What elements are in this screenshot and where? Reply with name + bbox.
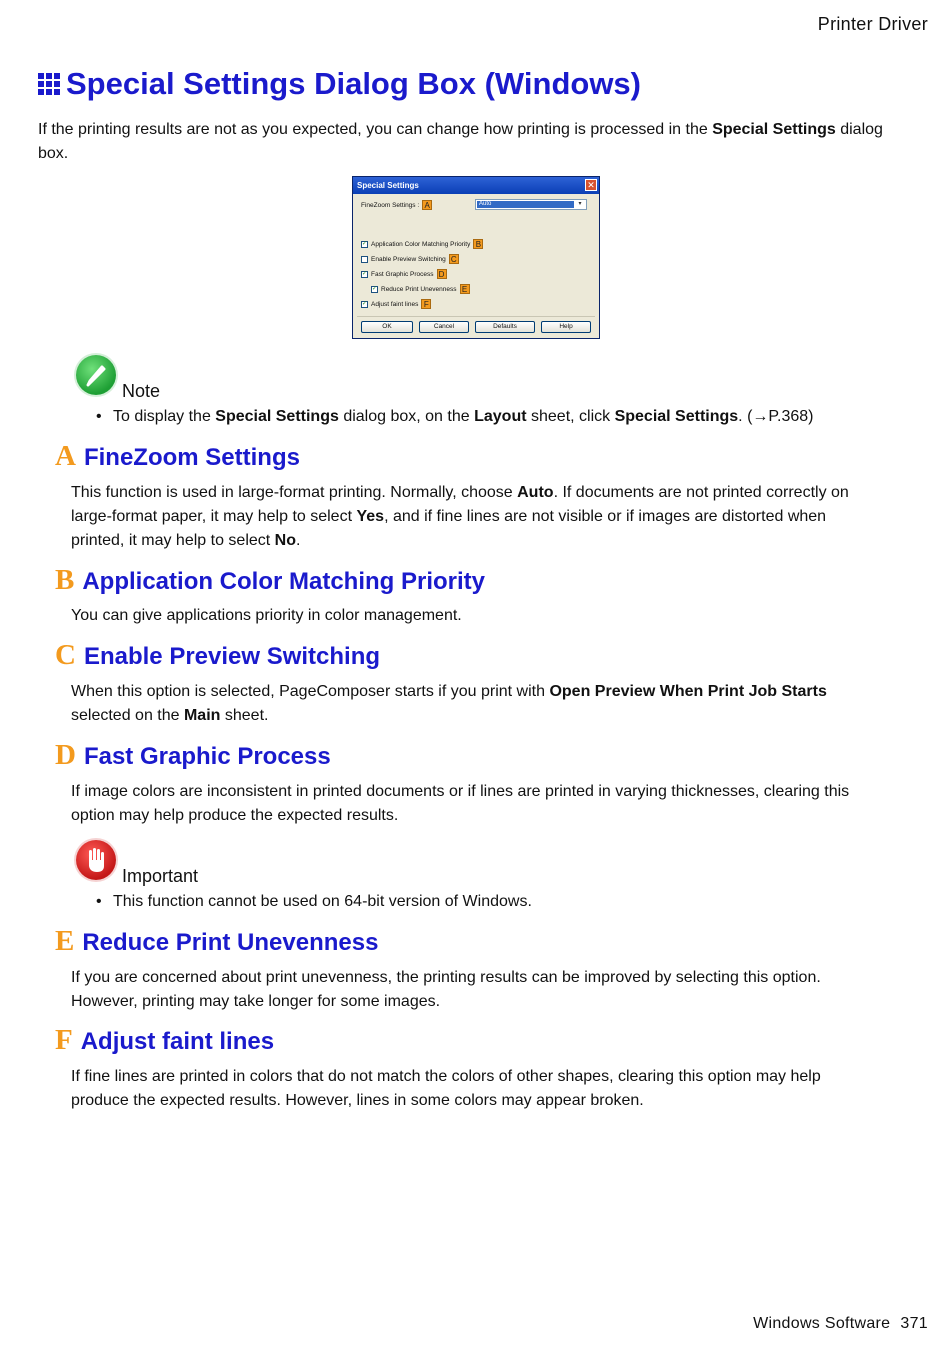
option-label: Adjust faint lines: [371, 300, 419, 308]
body-bold: Open Preview When Print Job Starts: [549, 683, 827, 700]
option-color-matching[interactable]: [361, 239, 483, 249]
note-bold: Layout: [474, 408, 527, 425]
important-text: This function cannot be used on 64-bit version of Windows.: [113, 893, 532, 910]
option-label: Enable Preview Switching: [371, 255, 446, 263]
body-text: When this option is selected, PageComposer starts if you print with: [71, 683, 550, 700]
note-label: Note: [122, 381, 161, 401]
option-preview-switching[interactable]: [361, 254, 459, 264]
body-bold: No: [274, 532, 296, 549]
body-text: selected on the: [71, 707, 184, 724]
intro-paragraph: [38, 118, 908, 166]
section-body-c: [71, 680, 881, 728]
body-bold: Main: [183, 707, 221, 724]
body-text: This function is used in large-format printing. Normally, choose: [71, 484, 518, 501]
close-icon[interactable]: ✕: [585, 179, 597, 191]
tag-b: B: [473, 239, 483, 249]
note-text: sheet, click: [526, 408, 615, 425]
section-title: Enable Preview Switching: [83, 643, 381, 670]
checkbox[interactable]: [361, 256, 368, 263]
section-body-a: [71, 481, 881, 553]
bullet-dot: •: [96, 893, 102, 910]
checkbox[interactable]: ✓: [362, 300, 368, 307]
section-heading-b: [55, 564, 485, 597]
body-text: , and if fine lines are not visible or if images are distorted when printed, it may help to select: [71, 508, 827, 549]
running-header: Printer Driver: [817, 14, 928, 34]
finezoom-row: [361, 200, 432, 210]
section-heading-d: [55, 739, 331, 772]
section-letter: C: [55, 639, 76, 671]
page-footer: [753, 1315, 928, 1333]
chevron-down-icon: ▾: [578, 201, 582, 207]
bullet-dot: •: [96, 408, 102, 425]
section-letter: A: [55, 440, 76, 472]
section-title: Adjust faint lines: [80, 1028, 275, 1055]
ok-button[interactable]: OK: [361, 321, 413, 333]
tag-d: D: [437, 269, 447, 279]
footer-section: Windows Software: [753, 1315, 891, 1332]
note-bullet: [96, 405, 896, 429]
section-grid-icon: [38, 73, 60, 95]
page-title-text: Special Settings Dialog Box (Windows): [66, 66, 641, 101]
intro-text: If the printing results are not as you expected, you can change how printing is processed in the: [38, 121, 713, 138]
finezoom-select[interactable]: [475, 199, 587, 210]
hand-stop-icon: [76, 840, 116, 880]
checkbox[interactable]: ✓: [372, 285, 378, 292]
page-number: 371: [900, 1315, 928, 1332]
body-text: . If documents are not printed correctly on large-format paper, it may help to select: [71, 484, 849, 525]
section-title: FineZoom Settings: [83, 444, 300, 471]
checkbox[interactable]: ✓: [362, 240, 368, 247]
section-heading-c: [55, 639, 380, 672]
section-body-f: If fine lines are printed in colors that do not match the colors of other shapes, clearing this option may help produce the expected results. However, lines in some colors may appear broken.: [71, 1068, 821, 1109]
page-title: [38, 66, 641, 102]
option-fast-graphic[interactable]: [361, 269, 447, 279]
pencil-icon: [76, 355, 116, 395]
section-heading-a: [55, 440, 300, 473]
section-letter: D: [55, 739, 76, 771]
note-bold: Special Settings: [614, 408, 739, 425]
section-heading-e: [55, 925, 378, 958]
body-text: sheet.: [220, 707, 269, 724]
section-letter: E: [55, 925, 75, 957]
tag-a: A: [422, 200, 432, 210]
note-text: . (→P.368): [738, 408, 814, 425]
body-bold: Auto: [517, 484, 554, 501]
body-text: .: [295, 532, 301, 549]
tag-c: C: [449, 254, 459, 264]
intro-text-end: dialog box.: [38, 121, 883, 162]
note-bold: Special Settings: [215, 408, 339, 425]
checkbox[interactable]: ✓: [362, 270, 368, 277]
defaults-button[interactable]: Defaults: [475, 321, 535, 333]
help-button[interactable]: Help: [541, 321, 591, 333]
section-heading-f: [55, 1024, 274, 1057]
note-text: To display the: [113, 408, 216, 425]
tag-f: F: [421, 299, 431, 309]
important-bullet: [96, 890, 896, 914]
special-settings-dialog: [352, 176, 600, 339]
section-body-d: If image colors are inconsistent in printed documents or if lines are printed in varying thicknesses, clearing this option may help produce the expected results.: [71, 783, 850, 824]
option-label: Reduce Print Unevenness: [381, 285, 457, 293]
section-letter: B: [55, 564, 75, 596]
intro-bold: Special Settings: [712, 121, 836, 138]
dialog-body: [357, 197, 595, 315]
dialog-divider: [357, 316, 595, 317]
finezoom-label: FineZoom Settings :: [361, 201, 420, 209]
section-body-e: If you are concerned about print unevenness, the printing results can be improved by selecting this option. However, printing may take longer for some images.: [71, 969, 821, 1010]
dialog-title: Special Settings: [357, 181, 419, 190]
section-title: Reduce Print Unevenness: [82, 929, 379, 956]
section-title: Application Color Matching Priority: [82, 568, 486, 595]
section-title: Fast Graphic Process: [83, 743, 331, 770]
section-letter: F: [55, 1024, 73, 1056]
section-body-b: You can give applications priority in color management.: [71, 607, 462, 624]
option-adjust-faint-lines[interactable]: [361, 299, 431, 309]
tag-e: E: [460, 284, 470, 294]
finezoom-value: Auto: [477, 201, 574, 208]
body-bold: Yes: [356, 508, 385, 525]
option-label: Application Color Matching Priority: [371, 240, 471, 248]
cancel-button[interactable]: Cancel: [419, 321, 469, 333]
important-label: Important: [122, 866, 199, 886]
option-reduce-unevenness[interactable]: [371, 284, 470, 294]
dialog-titlebar: [353, 177, 599, 194]
option-label: Fast Graphic Process: [371, 270, 434, 278]
note-text: dialog box, on the: [338, 408, 475, 425]
